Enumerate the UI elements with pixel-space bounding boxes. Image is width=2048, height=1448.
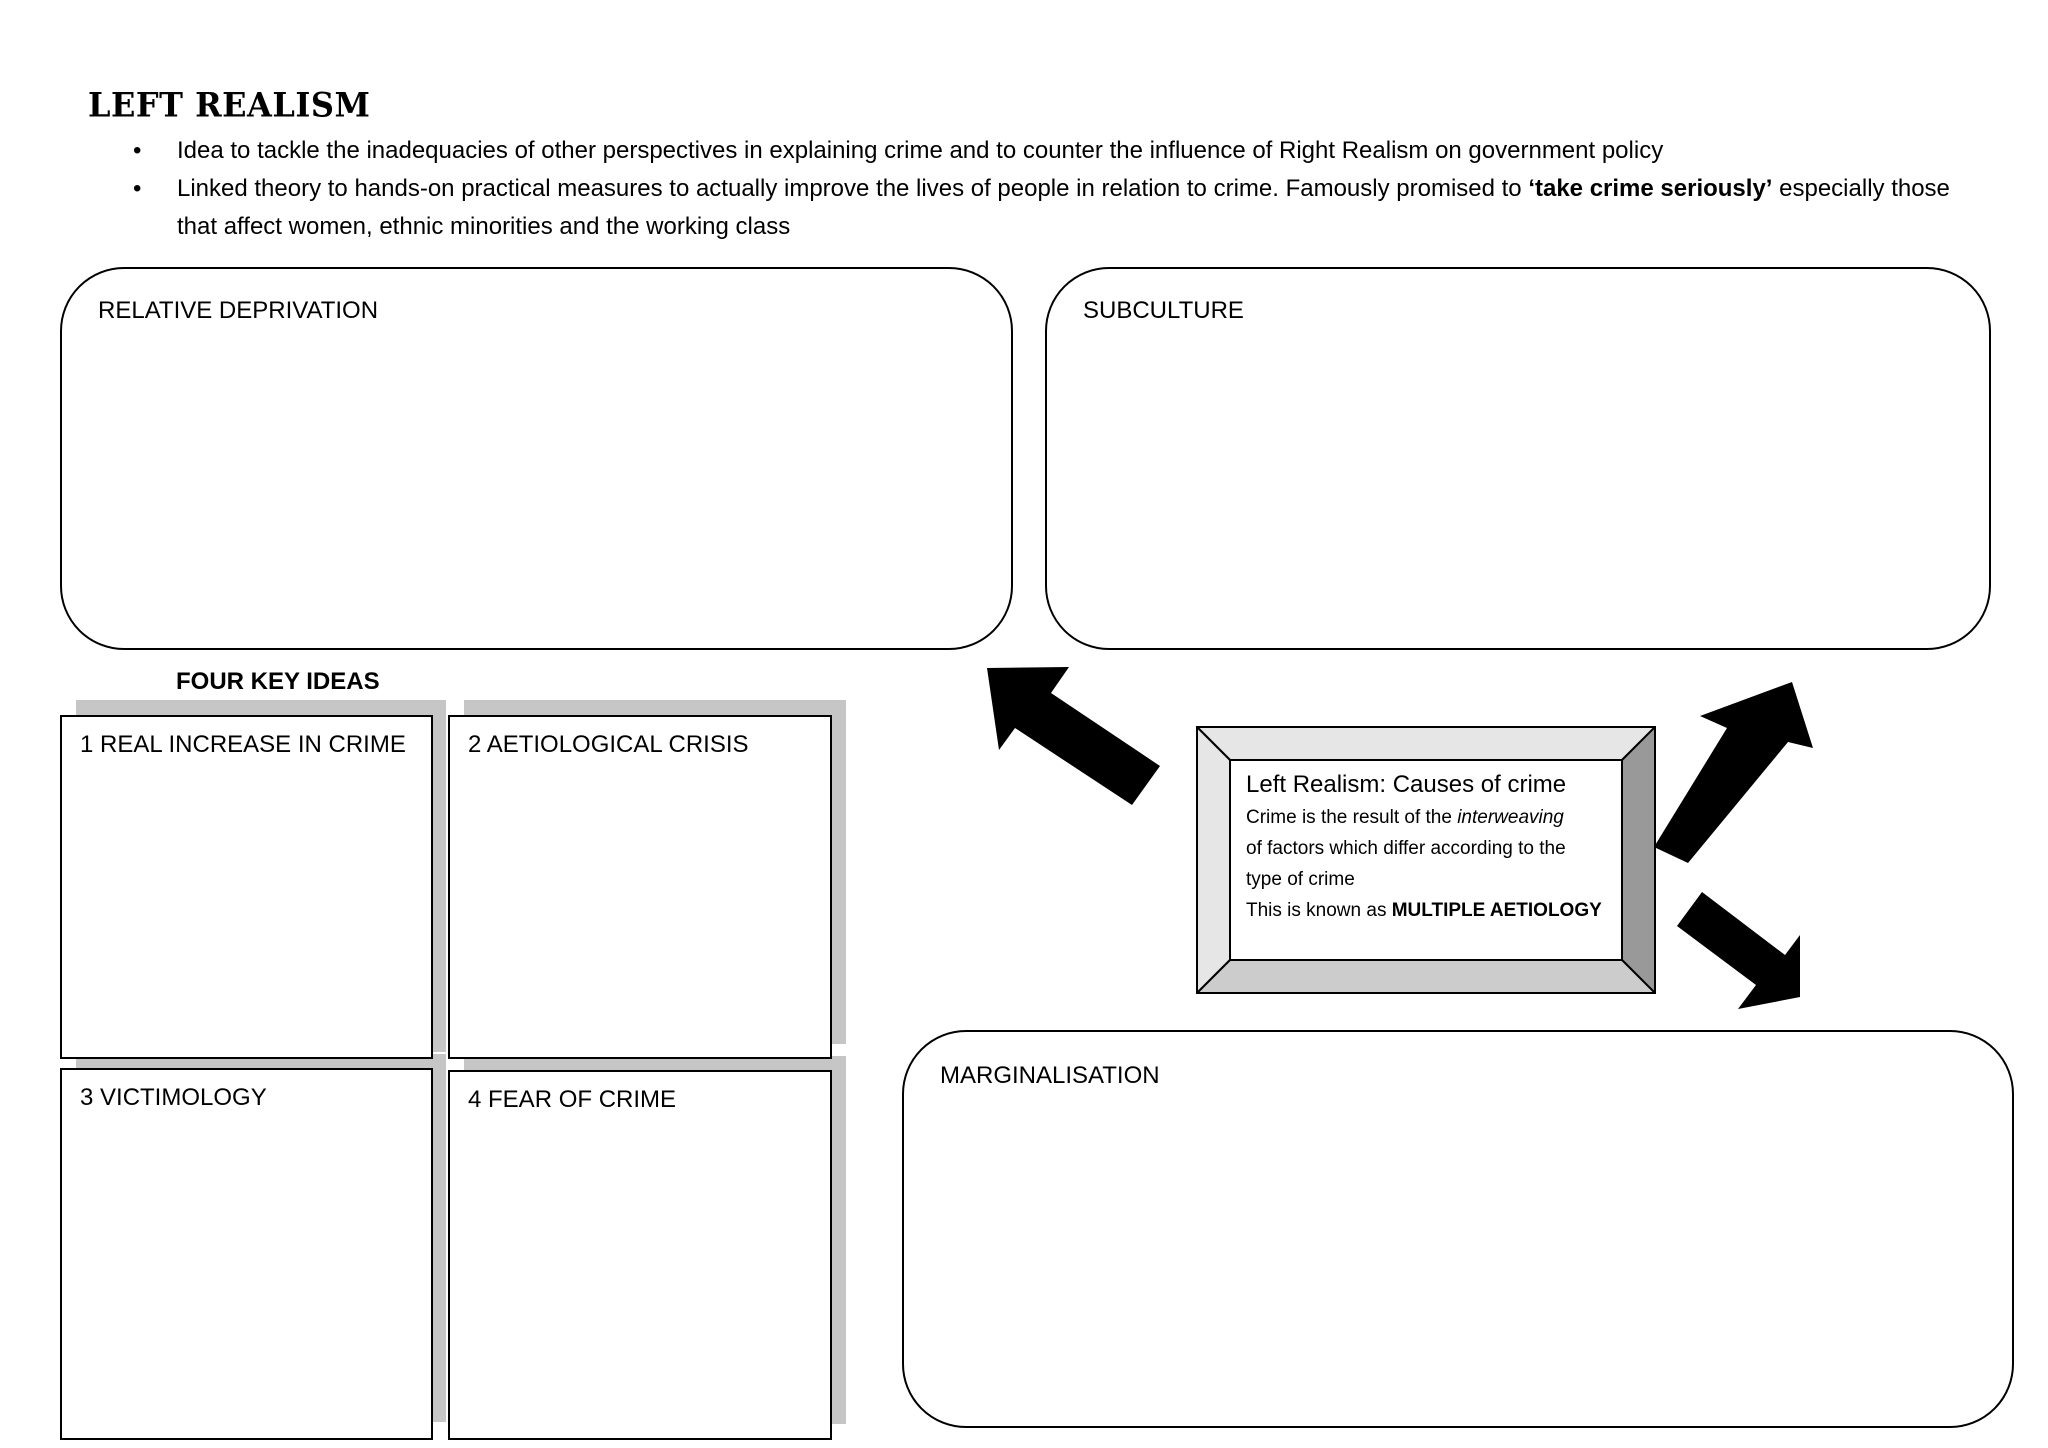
causes-of-crime-panel: [1246, 768, 1616, 926]
marginalisation-label: MARGINALISATION: [940, 1062, 1160, 1089]
intro-bullet-text: Idea to tackle the inadequacies of other perspectives in explaining crime and to counter the influence of Right Realism on government policy: [177, 137, 1664, 164]
key-idea-box-1: [60, 715, 433, 1059]
intro-bullet-text: especially those that affect women, ethnic minorities and the working class: [177, 175, 1950, 240]
key-idea-label: 1 REAL INCREASE IN CRIME: [80, 731, 406, 758]
relative-deprivation-label: RELATIVE DEPRIVATION: [98, 297, 379, 324]
causes-text-line: of factors which differ according to the: [1246, 838, 1566, 859]
key-idea-box-2: [448, 715, 832, 1059]
four-key-ideas-heading: FOUR KEY IDEAS: [176, 668, 380, 695]
key-idea-label: 3 VICTIMOLOGY: [80, 1084, 267, 1111]
causes-text-line: type of crime: [1246, 869, 1355, 890]
marginalisation-box: [902, 1030, 2014, 1428]
intro-bullet-list: [125, 132, 1965, 246]
intro-bullet: [125, 170, 1965, 246]
causes-text-line: Crime is the result of the: [1246, 807, 1458, 828]
bullet-icon: •: [133, 137, 142, 164]
subculture-box: [1045, 267, 1991, 650]
causes-text-emphasis: interweaving: [1457, 807, 1564, 828]
key-idea-box-4: [448, 1070, 832, 1440]
causes-of-crime-title: Left Realism: Causes of crime: [1246, 771, 1567, 798]
intro-bullet-emphasis: ‘take crime seriously’: [1528, 175, 1773, 202]
multiple-aetiology-term: MULTIPLE AETIOLOGY: [1391, 900, 1602, 921]
causes-of-crime-text: [1246, 802, 1616, 926]
bullet-icon: •: [133, 175, 142, 202]
causes-text-line: This is known as: [1246, 900, 1392, 921]
page-title: LEFT REALISM: [88, 85, 371, 125]
key-idea-label: 4 FEAR OF CRIME: [468, 1086, 677, 1113]
key-idea-box-3: [60, 1068, 433, 1440]
intro-bullet: [125, 132, 1965, 170]
subculture-label: SUBCULTURE: [1083, 297, 1244, 324]
key-idea-label: 2 AETIOLOGICAL CRISIS: [468, 731, 749, 758]
intro-bullet-text: Linked theory to hands-on practical measures to actually improve the lives of people in relation to crime. Famously promised to: [177, 175, 1529, 202]
relative-deprivation-box: [60, 267, 1013, 650]
